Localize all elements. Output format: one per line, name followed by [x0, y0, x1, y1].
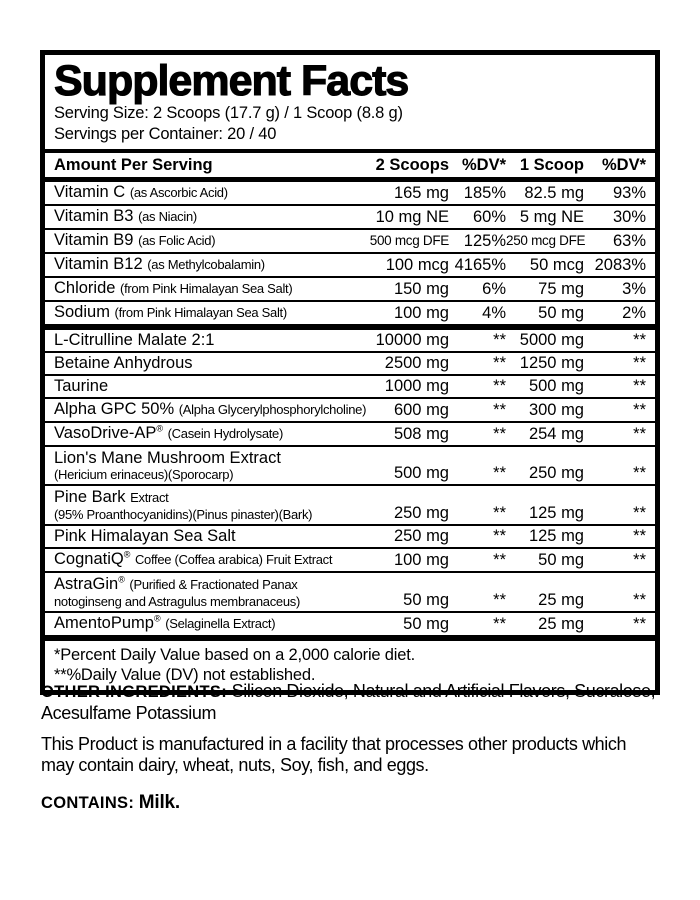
ingredient-row [45, 486, 655, 526]
percent-dv-2-scoops: ** [493, 331, 506, 349]
amount-1-scoop: 5 mg NE [519, 208, 584, 226]
ingredient-row [45, 182, 655, 206]
ingredient-name-main: Lion's Mane Mushroom Extract [54, 449, 281, 467]
percent-dv-1-scoop: ** [633, 504, 646, 522]
amount-1-scoop: 25 mg [538, 591, 584, 609]
panel-header [45, 55, 655, 149]
percent-dv-2-scoops: ** [493, 464, 506, 482]
percent-dv-2-scoops: ** [493, 591, 506, 609]
percent-dv-2-scoops: ** [493, 551, 506, 569]
ingredient-name-main: Pine Bark [54, 488, 126, 506]
ingredient-name-detail: (as Methylcobalamin) [147, 257, 265, 272]
percent-dv-2-scoops: ** [493, 504, 506, 522]
contains-label: CONTAINS: [41, 794, 135, 812]
ingredient-name [54, 303, 345, 322]
ingredient-name-detail: (Selaginella Extract) [165, 616, 276, 631]
column-header-1-scoop: 1 Scoop [519, 156, 584, 174]
column-header-2-scoops: 2 Scoops [375, 156, 449, 174]
amount-1-scoop: 50 mg [538, 551, 584, 569]
ingredient-row [45, 526, 655, 549]
percent-dv-2-scoops: 6% [482, 280, 506, 298]
amount-1-scoop: 254 mg [528, 425, 584, 443]
amount-2-scoops: 2500 mg [384, 354, 449, 372]
amount-2-scoops: 250 mg [393, 527, 449, 545]
percent-dv-1-scoop: ** [633, 401, 646, 419]
ingredient-name-line2: (Hericium erinaceus)(Sporocarp) [54, 467, 234, 482]
daily-value-rows [45, 182, 655, 324]
percent-dv-2-scoops: ** [493, 354, 506, 372]
ingredient-row [45, 278, 655, 302]
ingredient-name-main: Betaine Anhydrous [54, 354, 193, 372]
other-ingredients [41, 681, 663, 724]
amount-2-scoops: 600 mg [393, 401, 449, 419]
panel-title: Supplement Facts [54, 57, 409, 105]
other-ingredients-text: Silicon Dioxide, Natural and Artificial Flavors, Sucralose, Acesulfame Potassium [41, 681, 656, 723]
percent-dv-1-scoop: ** [633, 354, 646, 372]
ingredient-row [45, 206, 655, 230]
amount-2-scoops: 50 mg [403, 615, 449, 633]
ingredient-name [54, 207, 345, 226]
amount-1-scoop: 50 mg [538, 304, 584, 322]
ingredient-name [54, 488, 345, 522]
ingredient-name [54, 550, 345, 569]
amount-1-scoop: 5000 mg [519, 331, 584, 349]
ingredient-name-main: L-Citrulline Malate 2:1 [54, 331, 215, 349]
ingredient-name-main: Chloride [54, 279, 116, 297]
ingredient-name [54, 255, 345, 274]
amount-2-scoops: 150 mg [393, 280, 449, 298]
percent-dv-2-scoops: 4165% [454, 256, 506, 274]
ingredient-row [45, 613, 655, 635]
ingredient-row [45, 302, 655, 324]
ingredient-name [54, 424, 345, 443]
percent-dv-1-scoop: 2% [622, 304, 646, 322]
ingredient-row [45, 353, 655, 376]
ingredient-row [45, 376, 655, 399]
column-header-amount-per-serving: Amount Per Serving [54, 156, 213, 174]
amount-1-scoop: 125 mg [528, 527, 584, 545]
ingredient-name-main: AmentoPump® [54, 613, 161, 632]
ingredient-name-main: Vitamin B3 [54, 207, 134, 225]
percent-dv-2-scoops: ** [493, 425, 506, 443]
amount-1-scoop: 50 mcg [529, 256, 584, 274]
ingredient-row [45, 230, 655, 254]
ingredient-name-detail: Coffee (Coffea arabica) Fruit Extract [134, 552, 333, 567]
ingredient-name [54, 331, 345, 349]
percent-dv-2-scoops: 60% [472, 208, 506, 226]
amount-2-scoops: 10 mg NE [375, 208, 449, 226]
active-ingredient-rows [45, 330, 655, 635]
percent-dv-1-scoop: ** [633, 615, 646, 633]
percent-dv-1-scoop: 63% [612, 232, 646, 250]
ingredient-name [54, 231, 345, 250]
amount-2-scoops: 250 mg [393, 504, 449, 522]
ingredient-name [54, 279, 345, 298]
percent-dv-2-scoops: ** [493, 527, 506, 545]
ingredient-name-detail: (from Pink Himalayan Sea Salt) [120, 281, 293, 296]
percent-dv-1-scoop: ** [633, 464, 646, 482]
percent-dv-1-scoop: 3% [622, 280, 646, 298]
amount-1-scoop: 25 mg [538, 615, 584, 633]
percent-dv-2-scoops: 4% [482, 304, 506, 322]
amount-1-scoop: 75 mg [538, 280, 584, 298]
percent-dv-1-scoop: ** [633, 425, 646, 443]
ingredient-name [54, 614, 345, 633]
ingredient-row [45, 330, 655, 353]
amount-2-scoops: 10000 mg [375, 331, 449, 349]
amount-2-scoops: 500 mg [393, 464, 449, 482]
amount-2-scoops: 100 mg [393, 551, 449, 569]
ingredient-name-detail: (from Pink Himalayan Sea Salt) [114, 305, 287, 320]
ingredient-name-main: Pink Himalayan Sea Salt [54, 527, 236, 545]
column-header-dv-2-scoops: %DV* [461, 156, 506, 174]
percent-dv-1-scoop: 30% [612, 208, 646, 226]
percent-dv-1-scoop: 2083% [594, 256, 646, 274]
amount-1-scoop: 82.5 mg [524, 184, 584, 202]
percent-dv-1-scoop: ** [633, 377, 646, 395]
footnote-daily-value: *Percent Daily Value based on a 2,000 calorie diet. [54, 646, 415, 664]
ingredient-name-main: AstraGin® [54, 574, 125, 593]
column-header-dv-1-scoop: %DV* [601, 156, 646, 174]
amount-1-scoop: 250 mcg DFE [506, 233, 586, 248]
ingredient-name [54, 354, 345, 372]
percent-dv-1-scoop: ** [633, 591, 646, 609]
ingredient-name-main: Sodium [54, 303, 110, 321]
ingredient-row [45, 254, 655, 278]
ingredient-name [54, 400, 367, 419]
percent-dv-1-scoop: ** [633, 527, 646, 545]
ingredient-name [54, 183, 345, 202]
ingredient-name-main: Alpha GPC 50% [54, 400, 175, 418]
amount-2-scoops: 50 mg [403, 591, 449, 609]
amount-2-scoops: 165 mg [393, 184, 449, 202]
amount-1-scoop: 250 mg [528, 464, 584, 482]
ingredient-name-main: Vitamin B12 [54, 255, 143, 273]
ingredient-name-main: CognatiQ® [54, 549, 131, 568]
ingredient-name-detail: (Casein Hydrolysate) [167, 426, 284, 441]
ingredient-name [54, 575, 345, 609]
ingredient-row [45, 423, 655, 447]
amount-2-scoops: 100 mg [393, 304, 449, 322]
ingredient-name-main: VasoDrive-AP® [54, 423, 164, 442]
servings-per-container: Servings per Container: 20 / 40 [54, 125, 277, 143]
supplement-facts-panel [40, 50, 660, 695]
ingredient-name-detail: (as Folic Acid) [138, 233, 216, 248]
table-header-row [45, 153, 655, 177]
ingredient-name-main: Vitamin B9 [54, 231, 134, 249]
facility-notice: This Product is manufactured in a facility that processes other products which may contain dairy, wheat, nuts, Soy, fish, and eggs. [41, 734, 627, 775]
contains-statement [41, 792, 663, 814]
ingredient-row [45, 447, 655, 486]
other-ingredients-label: OTHER INGREDIENTS: [41, 683, 227, 701]
amount-2-scoops: 500 mcg DFE [369, 233, 449, 248]
serving-size: Serving Size: 2 Scoops (17.7 g) / 1 Scoop (8.8 g) [54, 104, 403, 122]
percent-dv-2-scoops: 185% [463, 184, 506, 202]
ingredient-name-line2: notoginseng and Astragulus membranaceus) [54, 594, 300, 609]
ingredient-row [45, 399, 655, 423]
ingredient-name-detail: Extract [130, 490, 169, 505]
ingredient-name-detail: (Alpha Glycerylphosphorylcholine) [178, 402, 367, 417]
ingredient-name-detail: (as Ascorbic Acid) [129, 185, 228, 200]
percent-dv-1-scoop: ** [633, 551, 646, 569]
ingredient-name-line2: (95% Proanthocyanidins)(Pinus pinaster)(Bark) [54, 507, 313, 522]
amount-1-scoop: 125 mg [528, 504, 584, 522]
ingredient-name [54, 449, 345, 482]
percent-dv-1-scoop: 93% [612, 184, 646, 202]
percent-dv-2-scoops: ** [493, 377, 506, 395]
percent-dv-2-scoops: ** [493, 401, 506, 419]
ingredient-row [45, 549, 655, 573]
percent-dv-1-scoop: ** [633, 331, 646, 349]
ingredient-name-main: Taurine [54, 377, 109, 395]
percent-dv-2-scoops: ** [493, 615, 506, 633]
amount-1-scoop: 500 mg [528, 377, 584, 395]
amount-2-scoops: 100 mcg [385, 256, 449, 274]
ingredient-row [45, 573, 655, 613]
footnote-not-established: **%Daily Value (DV) not established. [54, 666, 316, 684]
ingredient-name [54, 527, 345, 545]
amount-1-scoop: 300 mg [528, 401, 584, 419]
ingredient-name-main: Vitamin C [54, 183, 126, 201]
amount-2-scoops: 1000 mg [384, 377, 449, 395]
ingredient-name-detail: (as Niacin) [138, 209, 197, 224]
ingredient-name-detail: (Purified & Fractionated Panax [129, 577, 298, 592]
amount-1-scoop: 1250 mg [519, 354, 584, 372]
amount-2-scoops: 508 mg [393, 425, 449, 443]
contains-value: Milk. [138, 792, 180, 813]
percent-dv-2-scoops: 125% [463, 232, 506, 250]
below-panel-text [41, 681, 663, 814]
ingredient-name [54, 377, 345, 395]
